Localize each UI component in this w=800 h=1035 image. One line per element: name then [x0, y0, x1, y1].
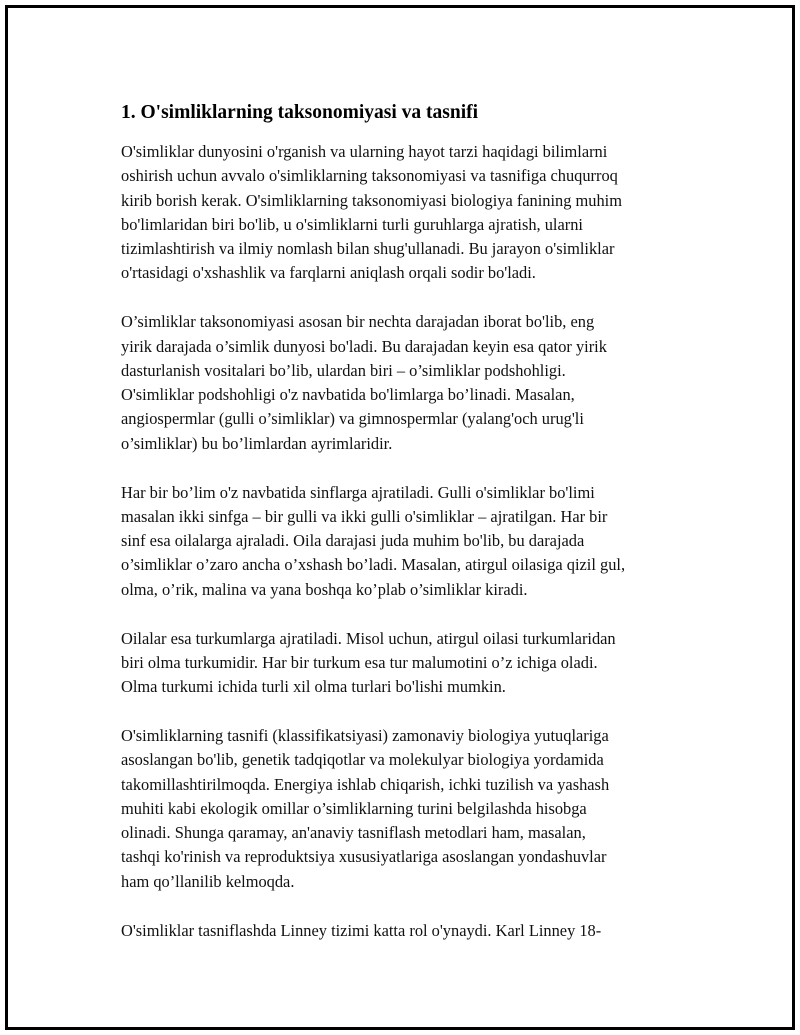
paragraph-line: bo'limlaridan biri bo'lib, u o'simliklarni turli guruhlarga ajratish, ularni [121, 214, 583, 234]
paragraph-line: O'simliklar tasniflashda Linney tizimi katta rol o'ynaydi. Karl Linney 18- [121, 920, 602, 940]
paragraph [121, 724, 691, 894]
paragraph [121, 481, 691, 602]
paragraph-line: oshirish uchun avvalo o'simliklarning taksonomiyasi va tasnifiga chuqurroq [121, 166, 618, 186]
paragraph-line: Har bir bo’lim o'z navbatida sinflarga ajratiladi. Gulli o'simliklar bo'limi [121, 482, 595, 502]
document-title: 1. O'simliklarning taksonomiyasi va tasnifi [121, 102, 479, 123]
paragraph [121, 627, 691, 700]
paragraph [121, 919, 691, 943]
paragraph-line: ham qo’llanilib kelmoqda. [121, 871, 295, 891]
paragraph-line: o’simliklar) bu bo’limlardan ayrimlaridir. [121, 433, 393, 453]
paragraph-line: O’simliklar taksonomiyasi asosan bir nechta darajadan iborat bo'lib, eng [121, 312, 595, 332]
paragraph-line: biri olma turkumidir. Har bir turkum esa tur malumotini o’z ichiga oladi. [121, 652, 598, 672]
paragraph-line: tizimlashtirish va ilmiy nomlash bilan shug'ullanadi. Bu jarayon o'simliklar [121, 239, 615, 259]
paragraph-line: muhiti kabi ekologik omillar o’simliklarning turini belgilashda hisobga [121, 798, 587, 818]
paragraph-line: sinf esa oilalarga ajraladi. Oila darajasi juda muhim bo'lib, bu darajada [121, 531, 585, 551]
paragraph-line: yirik darajada o’simlik dunyosi bo'ladi. Bu darajadan keyin esa qator yirik [121, 336, 607, 356]
paragraph-line: masalan ikki sinfga – bir gulli va ikki gulli o'simliklar – ajratilgan. Har bir [121, 506, 608, 526]
paragraph [121, 310, 691, 456]
paragraph-line: O'simliklar podshohligi o'z navbatida bo'limlarga bo’linadi. Masalan, [121, 385, 575, 405]
paragraph-line: o’simliklar o’zaro ancha o’xshash bo’ladi. Masalan, atirgul oilasiga qizil gul, [121, 555, 626, 575]
paragraph-line: kirib borish kerak. O'simliklarning taksonomiyasi biologiya fanining muhim [121, 190, 622, 210]
paragraph-line: O'simliklar dunyosini o'rganish va ularning hayot tarzi haqidagi bilimlarni [121, 142, 608, 161]
paragraph-line: Olma turkumi ichida turli xil olma turlari bo'lishi mumkin. [121, 677, 506, 697]
paragraph-line: dasturlanish vositalari bo’lib, ulardan biri – o’simliklar podshohligi. [121, 360, 566, 380]
paragraph [121, 140, 691, 286]
page-frame [5, 5, 795, 1030]
paragraph-line: O'simliklarning tasnifi (klassifikatsiyasi) zamonaviy biologiya yutuqlariga [121, 725, 609, 745]
paragraph-line: o'rtasidagi o'xshashlik va farqlarni aniqlash orqali sodir bo'ladi. [121, 263, 536, 283]
paragraph-line: tashqi ko'rinish va reproduktsiya xususiyatlariga asoslangan yondashuvlar [121, 847, 607, 867]
paragraph-line: takomillashtirilmoqda. Energiya ishlab chiqarish, ichki tuzilish va yashash [121, 774, 610, 794]
paragraph-list [121, 140, 691, 943]
paragraph-line: asoslangan bo'lib, genetik tadqiqotlar va molekulyar biologiya yordamida [121, 750, 604, 770]
document-body [121, 100, 691, 967]
paragraph-line: olma, o’rik, malina va yana boshqa ko’plab o’simliklar kiradi. [121, 579, 528, 599]
paragraph-line: olinadi. Shunga qaramay, an'anaviy tasniflash metodlari ham, masalan, [121, 823, 586, 843]
paragraph-line: angiospermlar (gulli o’simliklar) va gimnospermlar (yalang'och urug'li [121, 409, 584, 429]
paragraph-line: Oilalar esa turkumlarga ajratiladi. Misol uchun, atirgul oilasi turkumlaridan [121, 628, 616, 648]
